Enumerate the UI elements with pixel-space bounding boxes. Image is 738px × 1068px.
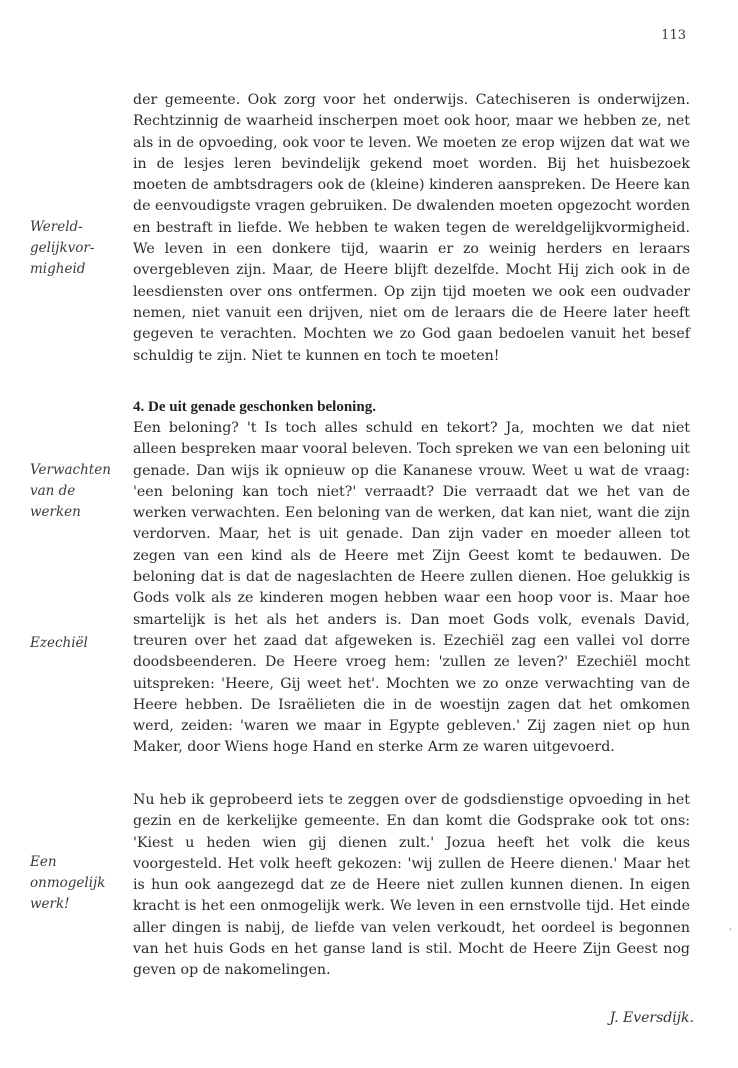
page-number: 113 <box>661 28 686 43</box>
paragraph-beloning: Een beloning? 't Is toch alles schuld en tekort? Ja, mochten we dat niet alleen bespreken maar vooral beleven. Toch spreken we van een beloning uit genade. Dan wijs ik opnieuw op die Kananese vrouw. Weet u wat de vraag: 'een beloning kan toch niet?' verraadt? Die verraadt dat we het van de werken verwachten. Een beloning van de werken, dat kan niet, want die zijn verdorven. Maar, het is uit genade. Dan zijn vader en moeder alleen tot zegen van een kind als de Heere met Zijn Geest komt te bedauwen. De beloning dat is dat de nageslachten de Heere zullen dienen. Hoe gelukkig is Gods volk als ze kinderen mogen hebben waar een hoop voor is. Maar hoe smartelijk is het als het anders is. Dan moet Gods volk, evenals David, treuren over het zaad dat afgeweken is. Ezechiël zag een vallei vol dorre doodsbeenderen. De Heere vroeg hem: 'zullen ze leven?' Ezechiël mocht uitspreken: 'Heere, Gij weet het'. Mochten we zo onze verwachting van de Heere hebben. De Israëlieten die in de woestijn zagen dat het omkomen werd, zeiden: 'waren we maar in Egypte gebleven.' Zij zagen niet op hun Maker, door Wiens hoge Hand en sterke Arm ze waren uitgevoerd. <box>133 420 690 756</box>
body-text-3 <box>133 790 690 982</box>
margin-note-verwachten: Verwachten van de werken <box>30 462 111 520</box>
stray-mark: ' <box>729 928 732 938</box>
margin-note-wereldgelijkvormigheid: Wereld- gelijkvor- migheid <box>30 219 95 277</box>
paragraph-opvoeding-gemeente: der gemeente. Ook zorg voor het onderwijs. Catechiseren is onderwijzen. Rechtzinnig de waarheid inscherpen moet ook hoor, maar we hebben ze, net als in de opvoeding, ook voor te leven. We moeten ze erop wijzen dat wat we in de lesjes leren bevindelijk gekend moet worden. Bij het huisbezoek moeten de ambtsdragers ook de (kleine) kinderen aanspreken. De Heere kan de eenvoudigste vragen gebruiken. De dwalenden moeten opgezocht worden en bestraft in liefde. We hebben te waken tegen de wereldgelijkvormigheid. We leven in een donkere tijd, waarin er zo weinig herders en leraars overgebleven zijn. Maar, de Heere blijft dezelfde. Mocht Hij zich ook in de leesdiensten over ons ontfermen. Op zijn tijd moeten we ook een oudvader nemen, niet vanuit een drijven, niet om de leraars die de Heere later heeft gegeven te verachten. Mochten we zo God gaan bedoelen vanuit het besef schuldig te zijn. Niet te kunnen en toch te moeten! <box>133 92 690 364</box>
margin-note-ezechiel: Ezechiël <box>30 635 88 651</box>
section-heading: 4. De uit genade geschonken beloning. <box>133 399 376 415</box>
author-signature: J. Eversdijk. <box>609 1010 694 1026</box>
margin-note-onmogelijk: Een onmogelijk werk! <box>30 854 106 912</box>
body-text-1 <box>133 90 690 367</box>
section-4 <box>133 397 690 759</box>
paragraph-conclusie: Nu heb ik geprobeerd iets te zeggen over de godsdienstige opvoeding in het gezin en de kerkelijke gemeente. En dan komt die Godsprake ook tot ons: 'Kiest u heden wien gij dienen zult.' Jozua heeft het volk die keus voorgesteld. Het volk heeft gekozen: 'wij zullen de Heere dienen.' Maar het is hun ook aangezegd dat ze de Heere niet zullen kunnen dienen. In eigen kracht is het een onmogelijk werk. We leven in een ernstvolle tijd. Het einde aller dingen is nabij, de liefde van velen verkoudt, het oordeel is begonnen van het huis Gods en het ganse land is stil. Mocht de Heere Zijn Geest nog geven op de nakomelingen. <box>133 792 690 979</box>
